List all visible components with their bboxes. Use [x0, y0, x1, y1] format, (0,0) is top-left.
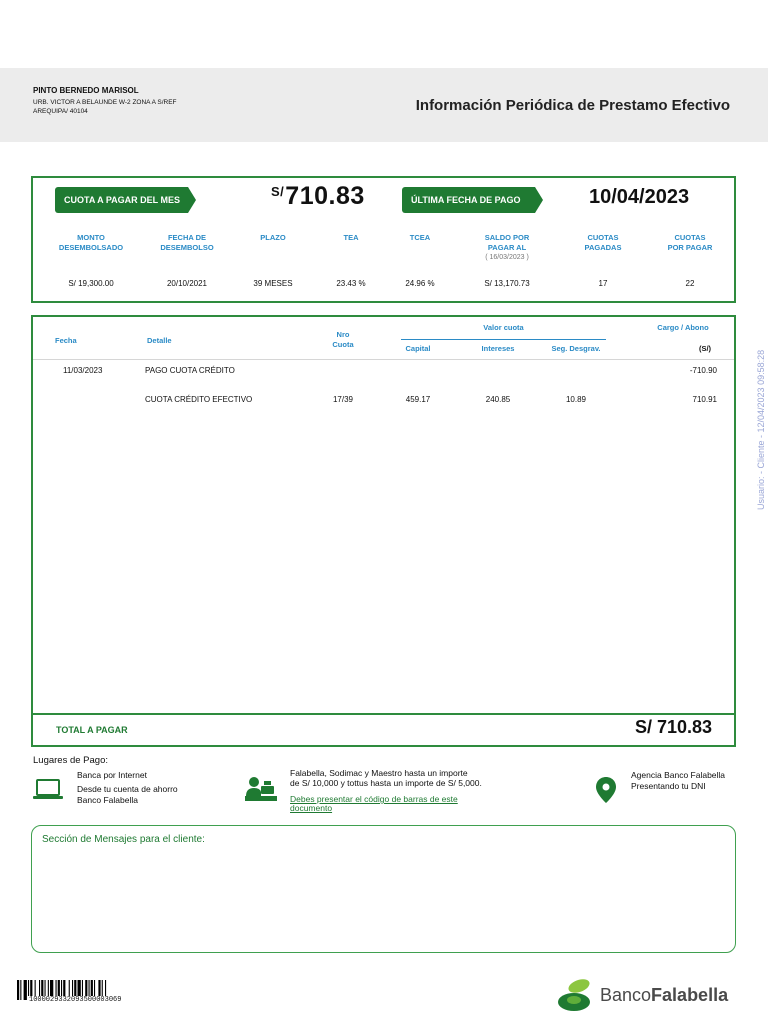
- payment-internet: [77, 770, 178, 806]
- summary-header-line: DESEMBOLSADO: [58, 243, 124, 252]
- address-line-2: AREQUIPA/ 40104: [33, 108, 88, 115]
- summary-header-plazo: [243, 233, 303, 243]
- fecha-value: 10/04/2023: [589, 186, 690, 208]
- summary-header-line: SALDO POR: [484, 233, 530, 242]
- barcode-info-link[interactable]: [290, 795, 458, 813]
- barcode-number: 1000029332093500003069: [29, 996, 122, 1004]
- header-divider: [33, 359, 734, 360]
- header-valor-cuota: Valor cuota: [483, 323, 524, 332]
- summary-value-plazo: 39 MESES: [253, 279, 293, 288]
- summary-header-saldo: [467, 233, 547, 263]
- summary-value-monto: S/ 19,300.00: [68, 279, 114, 288]
- barcode-info-link-line: Debes presentar el código de barras de este: [290, 794, 458, 804]
- cell-cargo: 710.91: [692, 395, 717, 404]
- client-name: PINTO BERNEDO MARISOL: [33, 86, 139, 95]
- header-fecha: Fecha: [55, 336, 77, 345]
- barcode-info-link-line: documento: [290, 803, 333, 813]
- summary-header-line: CUOTAS: [674, 233, 706, 242]
- payment-internet-line: Banco Falabella: [77, 795, 138, 805]
- address-line-1: URB. VICTOR A BELAUNDE W-2 ZONA A S/REF: [33, 99, 177, 106]
- summary-header-line: POR PAGAR: [667, 243, 713, 252]
- payment-stores-line: Falabella, Sodimac y Maestro hasta un importe: [290, 768, 468, 778]
- cell-detalle: PAGO CUOTA CRÉDITO: [145, 366, 235, 375]
- header-nro-cuota: [323, 330, 363, 350]
- banco-falabella-logo-icon: [557, 976, 597, 1014]
- detail-box: [31, 315, 736, 747]
- document-title: Información Periódica de Prestamo Efectivo: [415, 97, 730, 114]
- cell-seg: 10.89: [565, 395, 587, 404]
- summary-header-line: PAGAR AL: [487, 243, 527, 252]
- cell-capital: 459.17: [405, 395, 431, 404]
- summary-header-tcea: [390, 233, 450, 243]
- header-cargo-unit: (S/): [698, 344, 712, 353]
- location-pin-icon: [595, 776, 617, 804]
- summary-value-por-pagar: 22: [685, 279, 695, 288]
- summary-header-tea: [321, 233, 381, 243]
- cashier-icon: [244, 776, 278, 802]
- payment-agency-line: Presentando tu DNI: [631, 781, 706, 791]
- total-divider: [33, 713, 734, 715]
- summary-header-sub: ( 16/03/2023 ): [485, 254, 529, 261]
- brand-word-2: Falabella: [651, 985, 729, 1005]
- summary-header-line: FECHA DE: [167, 233, 207, 242]
- cuota-amount-value: 710.83: [285, 182, 365, 210]
- brand-word-1: Banco: [600, 985, 652, 1005]
- payment-internet-line: Desde tu cuenta de ahorro: [77, 784, 178, 794]
- summary-header-line: TCEA: [409, 233, 431, 242]
- cell-intereses: 240.85: [485, 395, 511, 404]
- summary-header-line: DESEMBOLSO: [160, 243, 214, 252]
- cell-cargo: -710.90: [689, 366, 717, 375]
- brand-wordmark: [600, 985, 728, 1006]
- summary-header-por-pagar: [650, 233, 730, 253]
- summary-header-line: PLAZO: [260, 233, 286, 242]
- header-intereses: Intereses: [481, 344, 515, 353]
- messages-title: Sección de Mensajes para el cliente:: [42, 834, 205, 845]
- summary-header-monto: [51, 233, 131, 253]
- payment-internet-line: Banca por Internet: [77, 770, 147, 780]
- payment-agency-line: Agencia Banco Falabella: [631, 770, 726, 780]
- total-label: TOTAL A PAGAR: [56, 725, 128, 735]
- cuota-tag: CUOTA A PAGAR DEL MES: [55, 187, 188, 213]
- side-user-note: Usuario: - Cliente - 12/04/2023 09:58:28: [756, 349, 766, 510]
- barcode-bar: [17, 980, 19, 1000]
- cell-detalle: CUOTA CRÉDITO EFECTIVO: [145, 395, 253, 404]
- payment-stores: [290, 768, 482, 788]
- fecha-tag: ÚLTIMA FECHA DE PAGO: [402, 187, 535, 213]
- summary-header-pagadas: [563, 233, 643, 253]
- summary-header-line: TEA: [343, 233, 359, 242]
- barcode-bar: [20, 980, 21, 1000]
- currency-symbol: S/: [271, 184, 285, 199]
- summary-header-line: PAGADAS: [584, 243, 622, 252]
- client-address: [33, 98, 233, 116]
- header-capital: Capital: [405, 344, 431, 353]
- payment-stores-line: de S/ 10,000 y tottus hasta un importe de S/ 5,000.: [290, 778, 482, 788]
- summary-header-line: CUOTAS: [587, 233, 619, 242]
- summary-box: [31, 176, 736, 303]
- header-cargo-abono: Cargo / Abono: [657, 323, 709, 332]
- payment-title: Lugares de Pago:: [33, 755, 109, 766]
- cell-nro: 17/39: [332, 395, 354, 404]
- summary-value-tea: 23.43 %: [336, 279, 366, 288]
- summary-header-fecha: [147, 233, 227, 253]
- laptop-icon: [32, 778, 64, 802]
- cuota-amount: [271, 182, 365, 211]
- header-seg-desgrav: Seg. Desgrav.: [551, 344, 601, 353]
- header-detalle: Detalle: [147, 336, 172, 345]
- total-amount: S/ 710.83: [634, 717, 712, 737]
- summary-value-saldo: S/ 13,170.73: [484, 279, 530, 288]
- cell-fecha: 11/03/2023: [63, 366, 103, 375]
- summary-value-tcea: 24.96 %: [405, 279, 435, 288]
- header-nro: Nro: [336, 330, 350, 339]
- summary-header-line: MONTO: [77, 233, 105, 242]
- summary-value-fecha: 20/10/2021: [166, 279, 208, 288]
- payment-agency: [631, 770, 725, 792]
- valor-cuota-divider: [401, 339, 606, 340]
- header-cuota: Cuota: [332, 340, 354, 349]
- messages-box: [31, 825, 736, 953]
- summary-value-pagadas: 17: [598, 279, 608, 288]
